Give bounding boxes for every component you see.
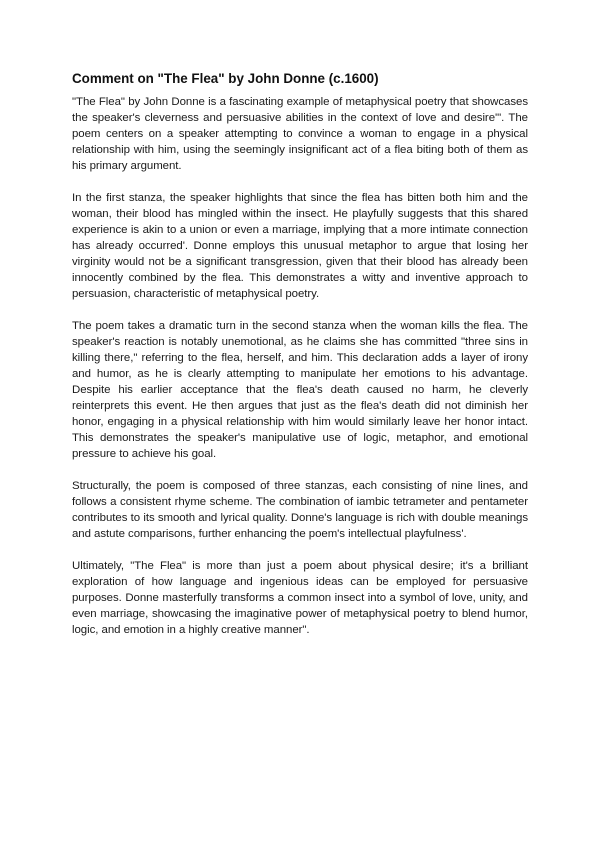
paragraph-second-stanza: The poem takes a dramatic turn in the second stanza when the woman kills the flea. The speaker's reaction is notably unemotional, as he claims she has committed "three sins in killing there," referring to the flea, herself, and him. This declaration adds a layer of irony and humor, as he is clearly attempting to manipulate her emotions to his advantage. Despite his earlier acceptance that the flea's death caused no harm, he cleverly reinterprets this event. He then argues that just as the flea's death did not diminish her honor, engaging in a physical relationship with him would similarly leave her honor intact. This demonstrates the speaker's manipulative use of logic, metaphor, and emotional pressure to achieve his goal. (72, 320, 528, 460)
document-body (72, 70, 528, 654)
document-title: Comment on "The Flea" by John Donne (c.1600) (72, 71, 379, 86)
paragraph-first-stanza: In the first stanza, the speaker highlights that since the flea has bitten both him and the woman, their blood has mingled within the insect. He playfully suggests that this shared experience is akin to a union or even a marriage, implying that a more intimate connection has already occurred'. Donne employs this unusual metaphor to argue that losing her virginity would not be a significant transgression, given that their blood has already been innocently combined by the flea. This demonstrates a witty and inventive approach to persuasion, characteristic of metaphysical poetry. (72, 192, 528, 300)
paragraph-introduction: "The Flea" by John Donne is a fascinating example of metaphysical poetry that showcases the speaker's cleverness and persuasive abilities in the context of love and desire'". The poem centers on a speaker attempting to convince a woman to engage in a physical relationship with him, using the seemingly insignificant act of a flea biting both of them as his primary argument. (72, 96, 528, 172)
paragraph-conclusion: Ultimately, "The Flea" is more than just a poem about physical desire; it's a brilliant exploration of how language and ingenious ideas can be employed for persuasive purposes. Donne masterfully transforms a common insect into a symbol of love, unity, and even marriage, showcasing the imaginative power of metaphysical poetry to blend humor, logic, and emotion in a highly creative manner". (72, 560, 528, 636)
paragraph-structure: Structurally, the poem is composed of three stanzas, each consisting of nine lines, and follows a consistent rhyme scheme. The combination of iambic tetrameter and pentameter contributes to its smooth and lyrical quality. Donne's language is rich with double meanings and astute comparisons, further enhancing the poem's intellectual playfulness'. (72, 480, 528, 540)
